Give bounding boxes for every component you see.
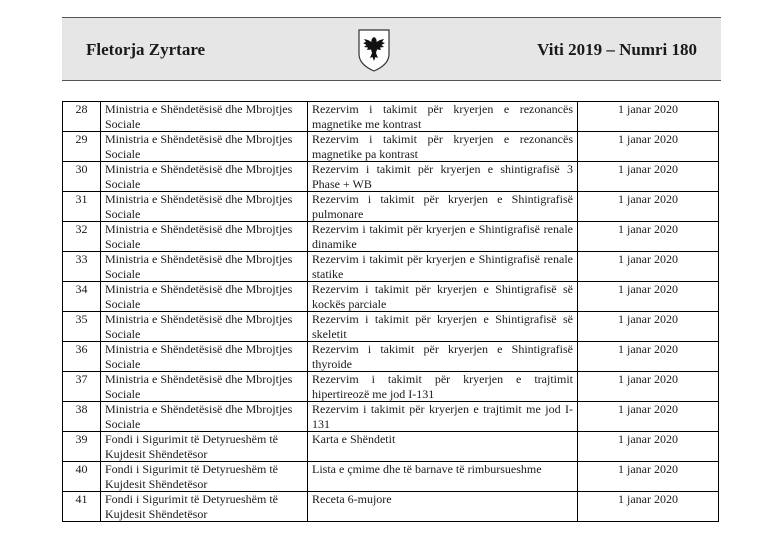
row-number: 40 xyxy=(63,462,101,492)
service-cell: Rezervim i takimit për kryerjen e rezonancës magnetike me kontrast xyxy=(308,102,578,132)
institution-cell: Ministria e Shëndetësisë dhe Mbrojtjes Sociale xyxy=(101,312,308,342)
service-cell: Rezervim i takimit për kryerjen e Shintigrafisë thyroide xyxy=(308,342,578,372)
date-cell: 1 janar 2020 xyxy=(578,342,719,372)
date-cell: 1 janar 2020 xyxy=(578,312,719,342)
row-number: 38 xyxy=(63,402,101,432)
service-cell: Rezervim i takimit për kryerjen e trajtimit hipertireozë me jod I-131 xyxy=(308,372,578,402)
date-cell: 1 janar 2020 xyxy=(578,432,719,462)
date-cell: 1 janar 2020 xyxy=(578,492,719,522)
table-row xyxy=(63,252,719,282)
table-row xyxy=(63,222,719,252)
institution-cell: Ministria e Shëndetësisë dhe Mbrojtjes Sociale xyxy=(101,162,308,192)
date-cell: 1 janar 2020 xyxy=(578,282,719,312)
row-number: 39 xyxy=(63,432,101,462)
date-cell: 1 janar 2020 xyxy=(578,252,719,282)
date-cell: 1 janar 2020 xyxy=(578,372,719,402)
table-row xyxy=(63,372,719,402)
service-cell: Rezervim i takimit për kryerjen e Shintigrafisë renale statike xyxy=(308,252,578,282)
institution-cell: Ministria e Shëndetësisë dhe Mbrojtjes Sociale xyxy=(101,222,308,252)
table-row xyxy=(63,462,719,492)
service-cell: Lista e çmime dhe të barnave të rimbursueshme xyxy=(308,462,578,492)
service-cell: Rezervim i takimit për kryerjen e trajtimit me jod I-131 xyxy=(308,402,578,432)
date-cell: 1 janar 2020 xyxy=(578,102,719,132)
issue-number: Viti 2019 – Numri 180 xyxy=(537,40,697,59)
row-number: 36 xyxy=(63,342,101,372)
table-row xyxy=(63,432,719,462)
service-cell: Rezervim i takimit për kryerjen e Shintigrafisë së kockës parciale xyxy=(308,282,578,312)
date-cell: 1 janar 2020 xyxy=(578,402,719,432)
service-cell: Rezervim i takimit për kryerjen e Shintigrafisë së skeletit xyxy=(308,312,578,342)
row-number: 29 xyxy=(63,132,101,162)
row-number: 41 xyxy=(63,492,101,522)
row-number: 30 xyxy=(63,162,101,192)
row-number: 35 xyxy=(63,312,101,342)
row-number: 32 xyxy=(63,222,101,252)
table-row xyxy=(63,402,719,432)
table-row xyxy=(63,102,719,132)
service-cell: Receta 6-mujore xyxy=(308,492,578,522)
emblem-icon xyxy=(356,28,392,72)
date-cell: 1 janar 2020 xyxy=(578,162,719,192)
service-cell: Rezervim i takimit për kryerjen e rezonancës magnetike pa kontrast xyxy=(308,132,578,162)
date-cell: 1 janar 2020 xyxy=(578,462,719,492)
table-row xyxy=(63,312,719,342)
row-number: 28 xyxy=(63,102,101,132)
service-cell: Rezervim i takimit për kryerjen e Shintigrafisë pulmonare xyxy=(308,192,578,222)
row-number: 37 xyxy=(63,372,101,402)
institution-cell: Ministria e Shëndetësisë dhe Mbrojtjes Sociale xyxy=(101,102,308,132)
institution-cell: Ministria e Shëndetësisë dhe Mbrojtjes Sociale xyxy=(101,192,308,222)
table-row xyxy=(63,132,719,162)
institution-cell: Ministria e Shëndetësisë dhe Mbrojtjes Sociale xyxy=(101,132,308,162)
date-cell: 1 janar 2020 xyxy=(578,192,719,222)
table-row xyxy=(63,192,719,222)
institution-cell: Ministria e Shëndetësisë dhe Mbrojtjes Sociale xyxy=(101,342,308,372)
service-cell: Rezervim i takimit për kryerjen e shintigrafisë 3 Phase + WB xyxy=(308,162,578,192)
institution-cell: Fondi i Sigurimit të Detyrueshëm të Kujdesit Shëndetësor xyxy=(101,492,308,522)
date-cell: 1 janar 2020 xyxy=(578,222,719,252)
institution-cell: Fondi i Sigurimit të Detyrueshëm të Kujdesit Shëndetësor xyxy=(101,462,308,492)
service-cell: Karta e Shëndetit xyxy=(308,432,578,462)
publication-title: Fletorja Zyrtare xyxy=(86,40,206,59)
table-row xyxy=(63,282,719,312)
service-cell: Rezervim i takimit për kryerjen e Shintigrafisë renale dinamike xyxy=(308,222,578,252)
services-table xyxy=(62,101,719,522)
institution-cell: Fondi i Sigurimit të Detyrueshëm të Kujdesit Shëndetësor xyxy=(101,432,308,462)
row-number: 33 xyxy=(63,252,101,282)
table-row xyxy=(63,162,719,192)
institution-cell: Ministria e Shëndetësisë dhe Mbrojtjes Sociale xyxy=(101,372,308,402)
institution-cell: Ministria e Shëndetësisë dhe Mbrojtjes Sociale xyxy=(101,252,308,282)
row-number: 31 xyxy=(63,192,101,222)
row-number: 34 xyxy=(63,282,101,312)
page-header xyxy=(62,17,721,81)
table-row xyxy=(63,492,719,522)
institution-cell: Ministria e Shëndetësisë dhe Mbrojtjes Sociale xyxy=(101,282,308,312)
date-cell: 1 janar 2020 xyxy=(578,132,719,162)
table-row xyxy=(63,342,719,372)
institution-cell: Ministria e Shëndetësisë dhe Mbrojtjes Sociale xyxy=(101,402,308,432)
